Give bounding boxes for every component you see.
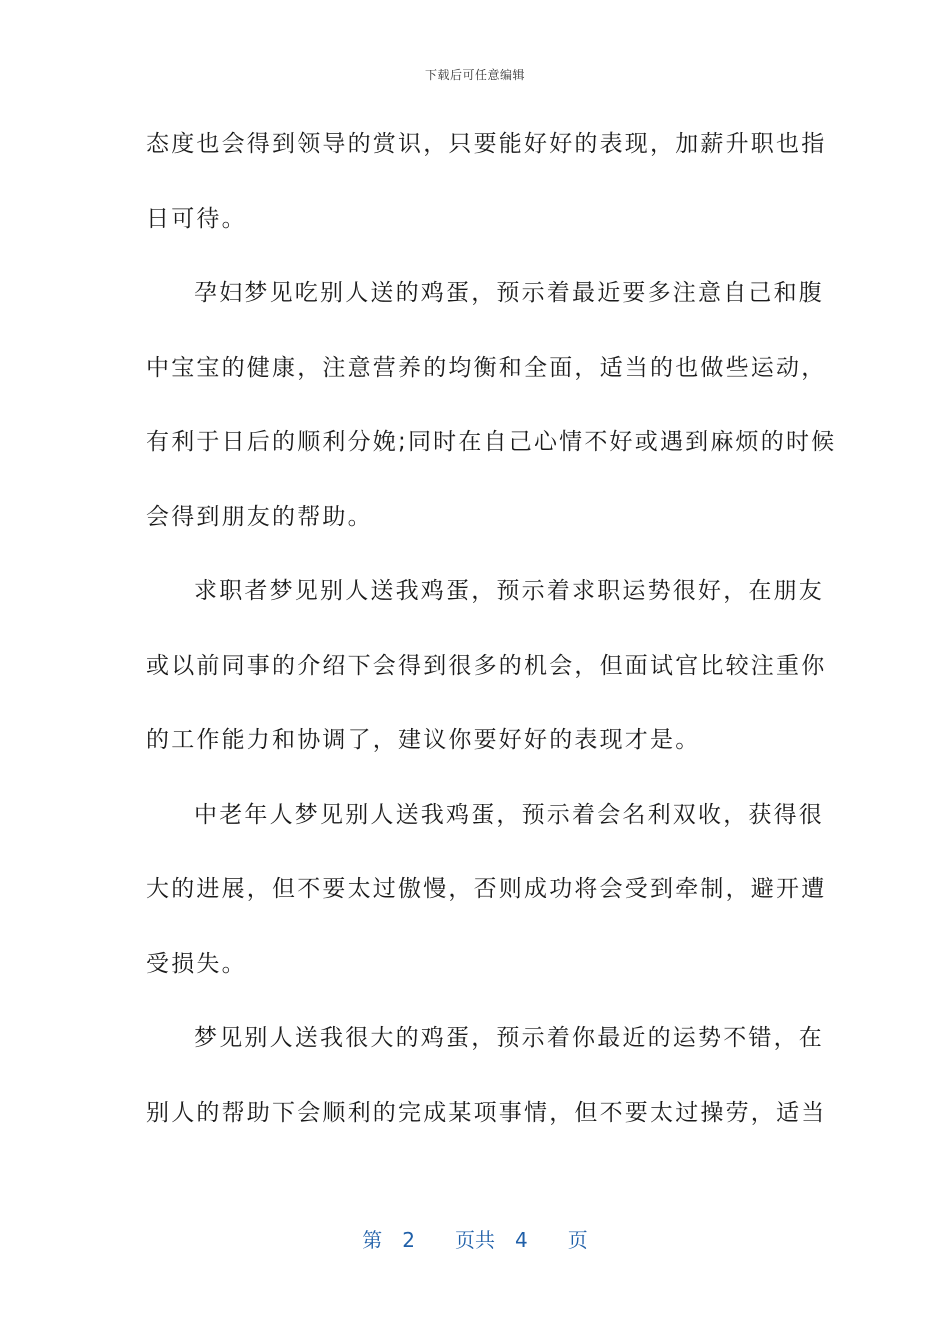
text-line: 态度也会得到领导的赏识，只要能好好的表现，加薪升职也指 xyxy=(146,131,827,157)
paragraph-first-line: 中老年人梦见别人送我鸡蛋，预示着会名利双收，获得很 xyxy=(194,801,824,828)
text-line: 受损失。 xyxy=(146,950,247,977)
page-prefix: 第 xyxy=(362,1228,383,1252)
page-mid: 页共 xyxy=(455,1228,495,1252)
total-pages-number: 4 xyxy=(515,1228,528,1252)
text-line: 别人的帮助下会顺利的完成某项事情，但不要太过操劳，适当 xyxy=(146,1099,827,1126)
paragraph-first-line: 梦见别人送我很大的鸡蛋，预示着你最近的运势不错，在 xyxy=(194,1025,824,1051)
text-line: 或以前同事的介绍下会得到很多的机会，但面试官比较注重你 xyxy=(146,652,827,679)
page-number-footer xyxy=(0,1224,950,1253)
document-body xyxy=(146,122,837,1165)
page-suffix: 页 xyxy=(567,1228,588,1252)
text-line: 大的进展，但不要太过傲慢，否则成功将会受到牵制，避开遭 xyxy=(146,876,827,902)
paragraph-first-line: 求职者梦见别人送我鸡蛋，预示着求职运势很好，在朋友 xyxy=(194,578,824,604)
text-line: 的工作能力和协调了，建议你要好好的表现才是。 xyxy=(146,727,701,753)
text-line: 日可待。 xyxy=(146,205,247,232)
text-line: 中宝宝的健康，注意营养的均衡和全面，适当的也做些运动， xyxy=(146,354,827,381)
paragraph-first-line: 孕妇梦见吃别人送的鸡蛋，预示着最近要多注意自己和腹 xyxy=(194,280,824,306)
current-page-number: 2 xyxy=(402,1228,415,1252)
page-header-note: 下载后可任意编辑 xyxy=(424,68,525,82)
text-line: 有利于日后的顺利分娩;同时在自己心情不好或遇到麻烦的时候 xyxy=(146,429,837,455)
text-line: 会得到朋友的帮助。 xyxy=(146,503,373,530)
